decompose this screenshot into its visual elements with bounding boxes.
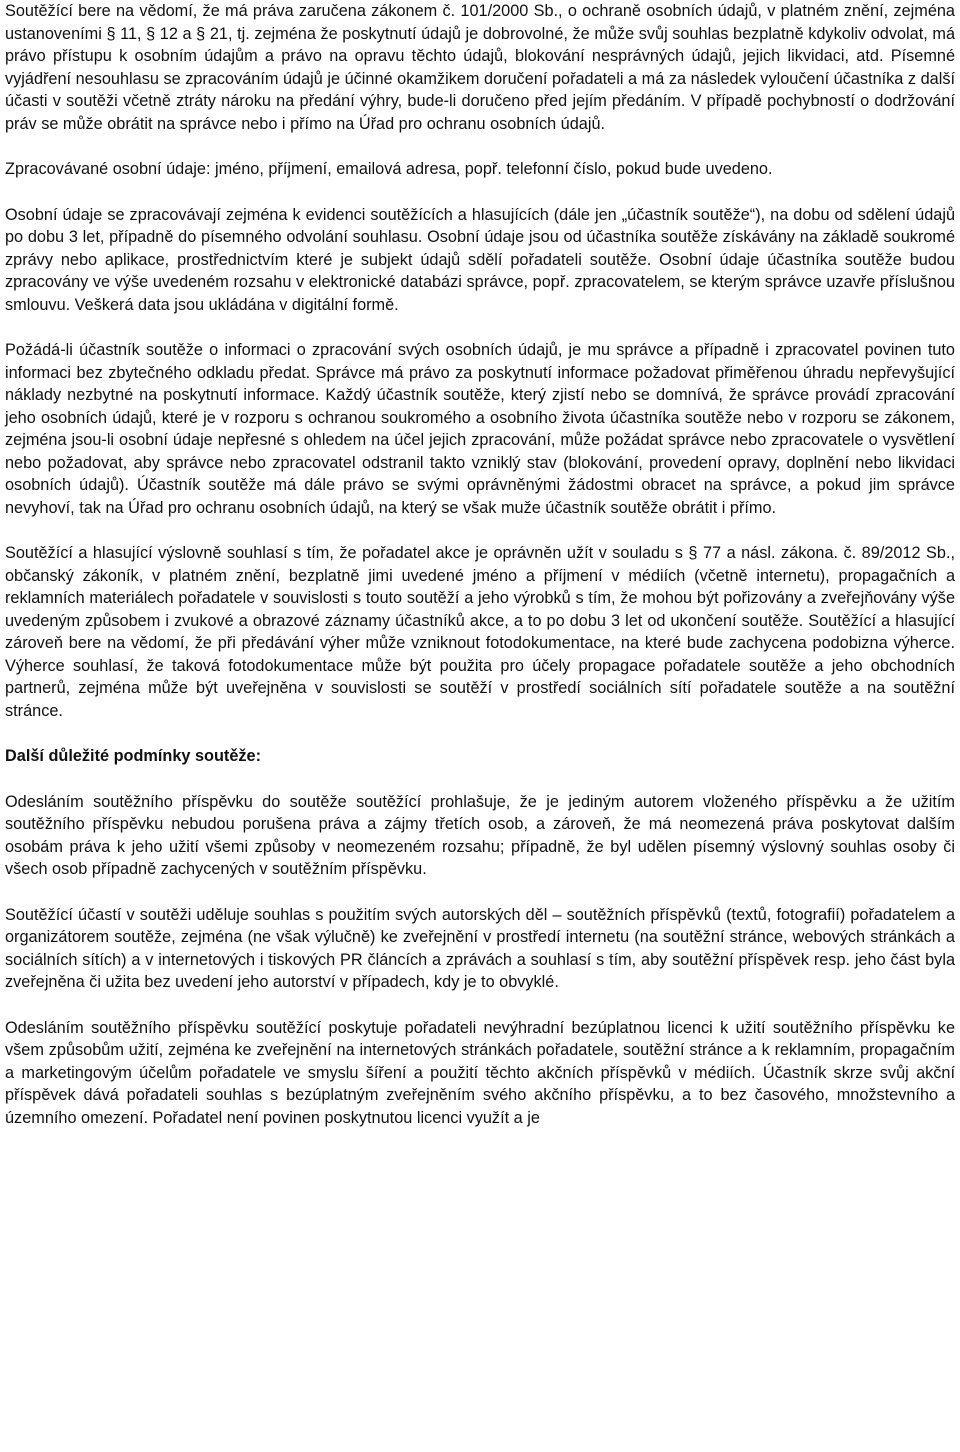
paragraph-usage-consent: Soutěžící účastí v soutěži uděluje souhlas s použitím svých autorských děl – soutěžních příspěvků (textů, fotografií) pořadatelem a organizátorem soutěže, zejména (ne však výlučně) ke zveřejnění v prostředí internetu (na soutěžní stránce, webových stránkách a sociálních sítích) a v internetových i tiskových PR článcích a zprávách a souhlasí s tím, aby soutěžní příspěvek resp. jeho část byla zveřejněna či užita bez uvedení jeho autorství v případech, kdy je to obvyklé. bbox=[5, 905, 955, 991]
paragraph-publicity-consent: Soutěžící a hlasující výslovně souhlasí s tím, že pořadatel akce je oprávněn užít v souladu s § 77 a násl. zákona. č. 89/2012 Sb., občanský zákoník, v platném znění, bezplatně jimi uvedené jméno a příjmení v médiích (včetně internetu), propagačních a reklamních materiálech pořadatele v souvislosti s touto soutěží a jeho výrobků s tím, že mohou být pořizovány a zveřejňovány výše uvedeným způsobem i zvukové a obrazové záznamy účastníků akce, a to po dobu 3 let od ukončení soutěže. Soutěžící a hlasující zároveň bere na vědomí, že při předávání výher může vzniknout fotodokumentace, na které bude zachycena podobizna výherce. Výherce souhlasí, že taková fotodokumentace může být použita pro účely propagace pořadatele soutěže a jeho obchodních partnerů, zejména může být uveřejněna v souvislosti se soutěží v prostředí sociálních sítí pořadatele soutěže a na soutěžní stránce. bbox=[5, 544, 955, 720]
paragraph-data-rights: Soutěžící bere na vědomí, že má práva zaručena zákonem č. 101/2000 Sb., o ochraně osobních údajů, v platném znění, zejména ustanoveními § 11, § 12 a § 21, tj. zejména že poskytnutí údajů je dobrovolné, že může svůj souhlas bezplatně kdykoliv odvolat, má právo přístupu k osobním údajům a právo na opravu těchto údajů, blokování nesprávných údajů, jejich likvidaci, atd. Písemné vyjádření nesouhlasu se zpracováním údajů je účinné okamžikem doručení pořadateli a má za následek vyloučení účastníka z další účasti v soutěži včetně ztráty nároku na předání výhry, bude-li doručeno před jejím předáním. V případě pochybností o dodržování práv se může obrátit na správce nebo i přímo na Úřad pro ochranu osobních údajů. bbox=[5, 2, 955, 133]
section-heading: Další důležité podmínky soutěže: bbox=[5, 747, 262, 765]
paragraph-author-declaration: Odesláním soutěžního příspěvku do soutěže soutěžící prohlašuje, že je jediným autorem vloženého příspěvku a že užitím soutěžního příspěvku nebudou porušena práva a zájmy třetích osob, a zároveň, že má neomezená práva poskytovat dalším osobám práva k jeho užití všemi způsoby v neomezeném rozsahu; případně, že byl udělen písemný výslovný souhlas osoby či všech osob případně zachycených v soutěžním příspěvku. bbox=[5, 792, 955, 878]
paragraph-license: Odesláním soutěžního příspěvku soutěžící poskytuje pořadateli nevýhradní bezúplatnou licenci k užití soutěžního příspěvku ke všem způsobům užití, zejména ke zveřejnění na internetových stránkách pořadatele, soutěžní stránce a k reklamním, propagačním a marketingovým účelům pořadatele ve smyslu šíření a použití těchto akčních příspěvků v médiích. Účastník skrze svůj akční příspěvek dává pořadateli souhlas s bezúplatným zveřejněním svého akčního příspěvku, a to bez časového, množstevního a územního omezení. Pořadatel není povinen poskytnutou licenci využít a je bbox=[5, 1018, 955, 1127]
paragraph-information-request: Požádá-li účastník soutěže o informaci o zpracování svých osobních údajů, je mu správce a případně i zpracovatel povinen tuto informaci bez zbytečného odkladu předat. Správce má právo za poskytnutí informace požadovat přiměřenou úhradu nepřevyšující náklady nezbytné na poskytnutí informace. Každý účastník soutěže, který zjistí nebo se domnívá, že správce provádí zpracování jeho osobních údajů, které je v rozporu s ochranou soukromého a osobního života účastníka soutěže nebo v rozporu se zákonem, zejména jsou-li osobní údaje nepřesné s ohledem na účel jejich zpracování, může požádat správce nebo zpracovatele o vysvětlení nebo požadovat, aby správce nebo zpracovatel odstranil takto vzniklý stav (blokování, provedení opravy, doplnění nebo likvidaci osobních údajů). Účastník soutěže má dále právo se svými oprávněnými žádostmi obracet na správce, a pokud jim správce nevyhoví, tak na Úřad pro ochranu osobních údajů, na který se však muže účastník soutěže obrátit i přímo. bbox=[5, 341, 955, 517]
paragraph-processing-purpose: Osobní údaje se zpracovávají zejména k evidenci soutěžících a hlasujících (dále jen „účastník soutěže“), na dobu od sdělení údajů po dobu 3 let, případně do písemného odvolání souhlasu. Osobní údaje jsou od účastníka soutěže získávány na základě soukromé zprávy nebo aplikace, prostřednictvím které je subjekt údajů sdělí pořadateli soutěže. Osobní údaje účastníka soutěže budou zpracovány ve výše uvedeném rozsahu v elektronické databázi správce, popř. zpracovatelem, se kterým správce uzavře příslušnou smlouvu. Veškerá data jsou ukládána v digitální formě. bbox=[5, 205, 955, 314]
paragraph-processed-data: Zpracovávané osobní údaje: jméno, příjmení, emailová adresa, popř. telefonní číslo, pokud bude uvedeno. bbox=[5, 160, 773, 178]
document-page bbox=[5, 0, 955, 1152]
